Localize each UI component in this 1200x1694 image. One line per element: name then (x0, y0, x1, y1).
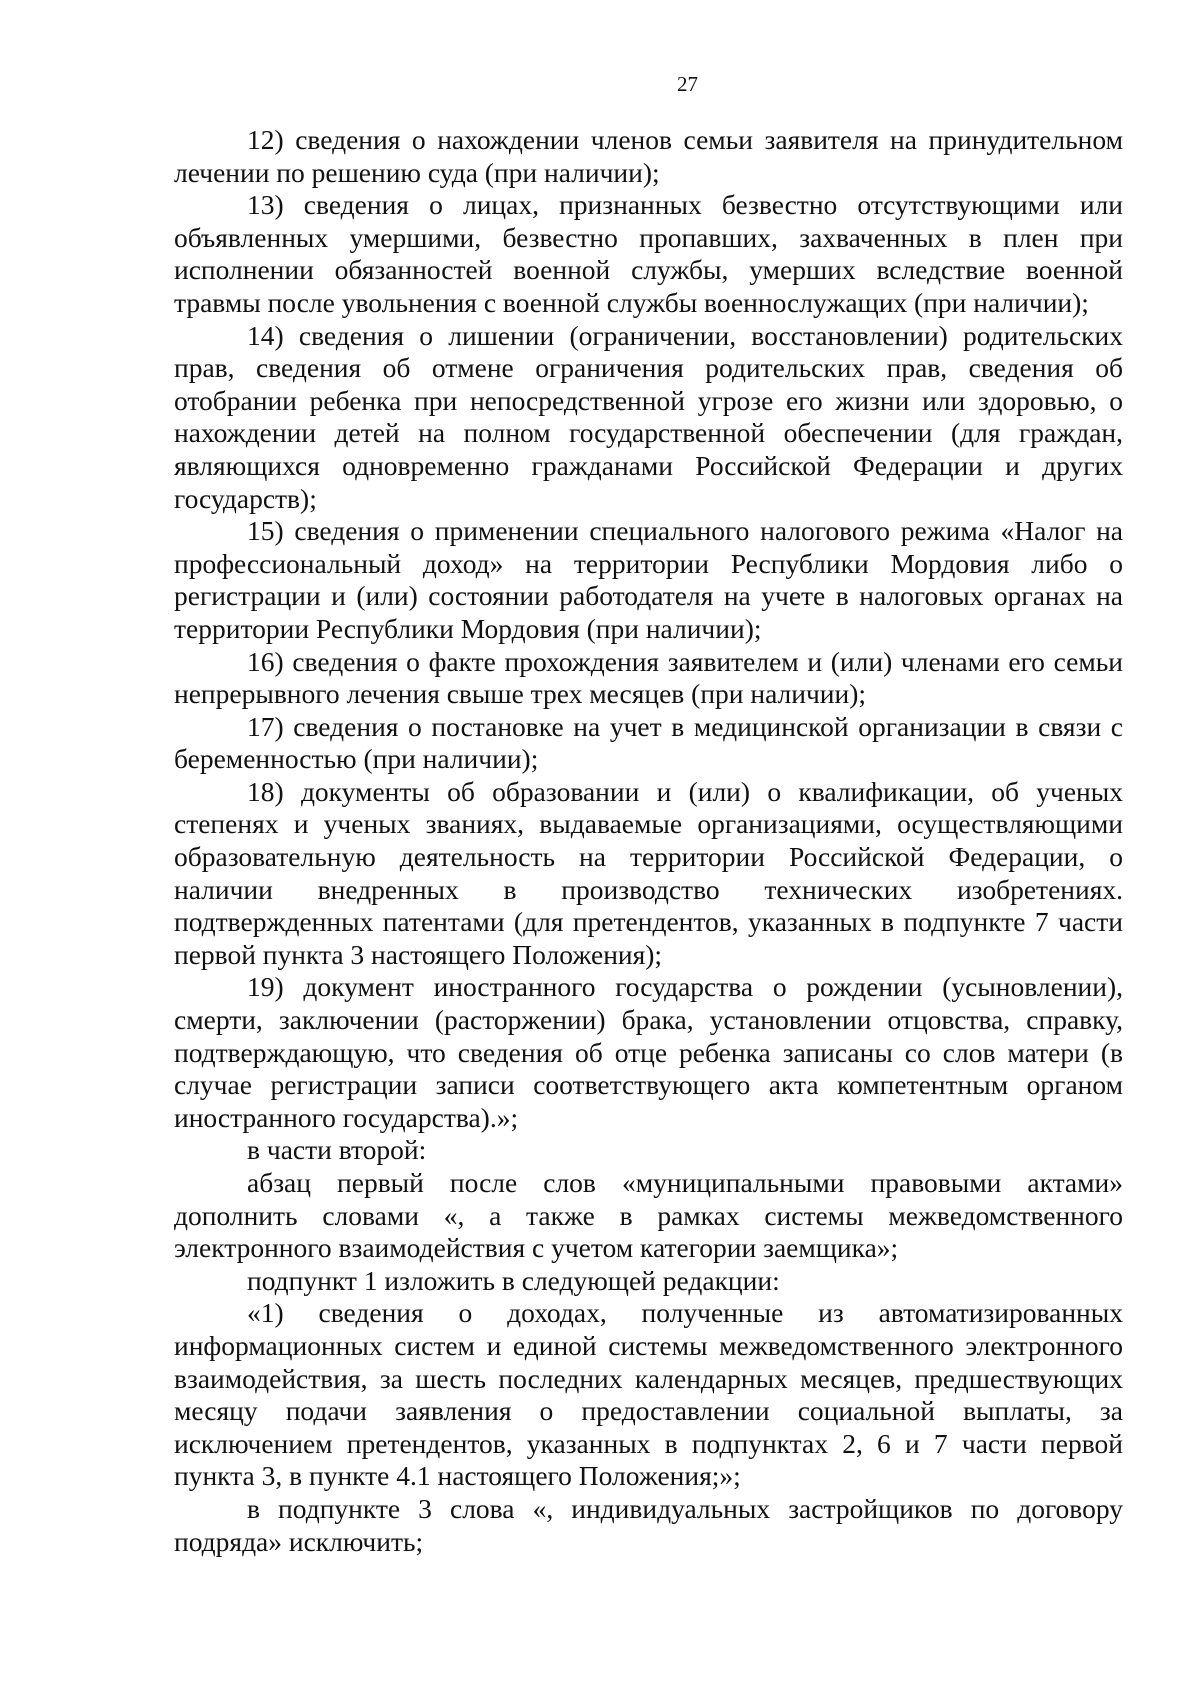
paragraph-item-19: 19) документ иностранного государства о рождении (усыновлении), смерти, заключении (расторжении) брака, установлении отцовства, справку, подтверждающую, что сведения об отце ребенка записаны со слов матери (в случае регистрации записи соответствующего акта компетентным органом иностранного государства).»; (174, 971, 1123, 1133)
document-body (174, 124, 1123, 1558)
paragraph-subpoint-3: в подпункте 3 слова «, индивидуальных застройщиков по договору подряда» исключить; (174, 1492, 1123, 1557)
paragraph-subpoint-1-text: «1) сведения о доходах, полученные из автоматизированных информационных систем и единой системы межведомственного электронного взаимодействия, за шесть последних календарных месяцев, предшествующих месяцу подачи заявления о предоставлении социальной выплаты, за исключением претендентов, указанных в подпунктах 2, 6 и 7 части первой пункта 3, в пункте 4.1 настоящего Положения;»; (174, 1297, 1123, 1492)
page-number: 27 (677, 72, 698, 96)
paragraph-item-13: 13) сведения о лицах, признанных безвестно отсутствующими или объявленных умершими, безвестно пропавших, захваченных в плен при исполнении обязанностей военной службы, умерших вследствие военной травмы после увольнения с военной службы военнослужащих (при наличии); (174, 189, 1123, 318)
paragraph-first-abzac: абзац первый после слов «муниципальными правовыми актами» дополнить словами «, а также в рамках системы межведомственного электронного взаимодействия с учетом категории заемщика»; (174, 1167, 1123, 1264)
paragraph-item-14: 14) сведения о лишении (ограничении, восстановлении) родительских прав, сведения об отмене ограничения родительских прав, сведения об отобрании ребенка при непосредственной угрозе его жизни или здоровью, о нахождении детей на полном государственной обеспечении (для граждан, являющихся одновременно гражданами Российской Федерации и других государств); (174, 319, 1123, 514)
paragraph-subpoint-1-intro: подпункт 1 изложить в следующей редакции: (247, 1264, 780, 1296)
paragraph-item-12: 12) сведения о нахождении членов семьи заявителя на принудительном лечении по решению суда (при наличии); (174, 124, 1123, 188)
paragraph-part-two: в части второй: (247, 1134, 427, 1166)
paragraph-item-18: 18) документы об образовании и (или) о квалификации, об ученых степенях и ученых званиях, выдаваемые организациями, осуществляющими образовательную деятельность на территории Российской Федерации, о наличии внедренных в производство технических изобретениях. подтвержденных патентами (для претендентов, указанных в подпункте 7 части первой пункта 3 настоящего Положения); (174, 775, 1123, 970)
paragraph-item-15: 15) сведения о применении специального налогового режима «Налог на профессиональный доход» на территории Республики Мордовия либо о регистрации и (или) состоянии работодателя на учете в налоговых органах на территории Республики Мордовия (при наличии); (174, 515, 1123, 644)
paragraph-item-16: 16) сведения о факте прохождения заявителем и (или) членами его семьи непрерывного лечения свыше трех месяцев (при наличии); (174, 645, 1123, 710)
paragraph-item-17: 17) сведения о постановке на учет в медицинской организации в связи с беременностью (при наличии); (174, 710, 1123, 775)
